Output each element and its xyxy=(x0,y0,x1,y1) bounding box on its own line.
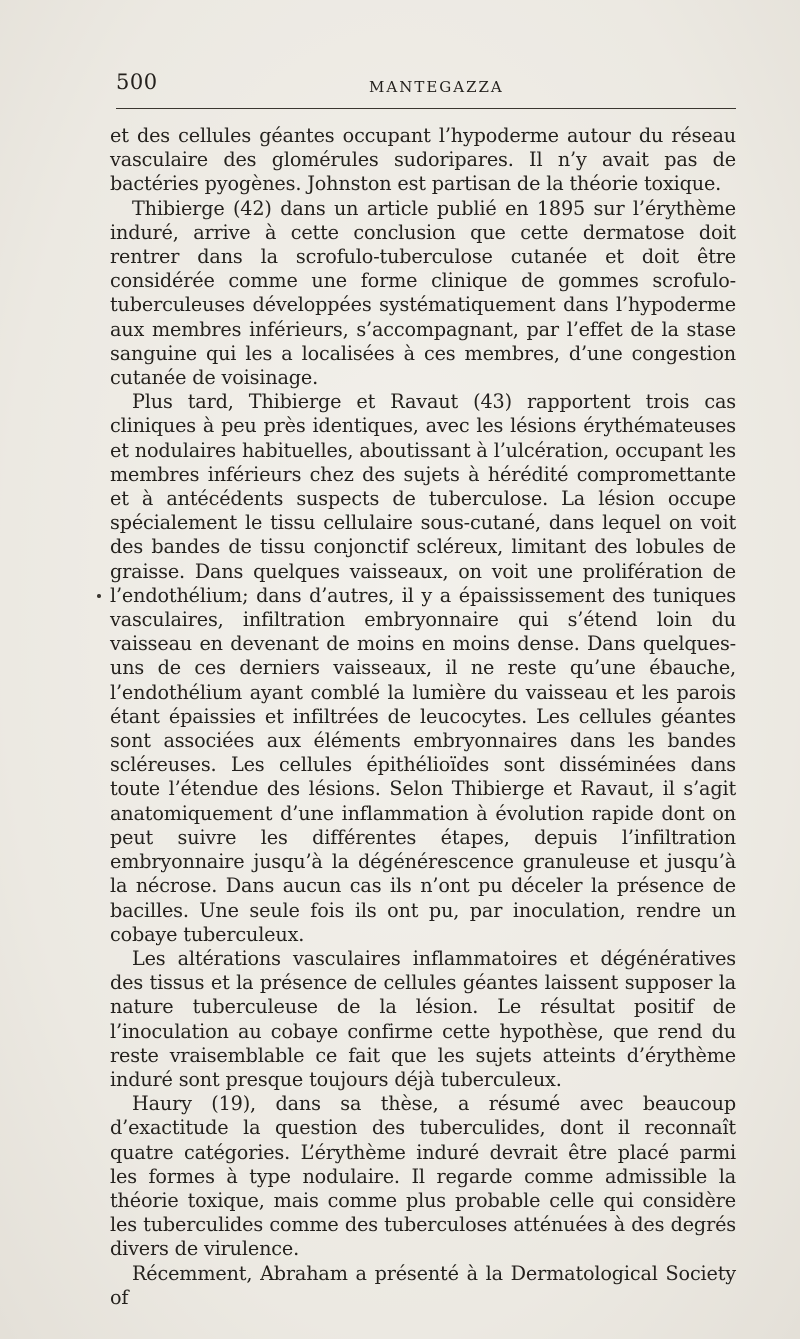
body-text xyxy=(110,124,736,1310)
paragraph: Les altérations vasculaires inflammatoires et dégénératives des tissus et la présence de cellules géantes laissent supposer la nature tuberculeuse de la lésion. Le résultat positif de l’inoculation au cobaye confirme cette hypothèse, que rend du reste vraisemblable ce fait que les sujets atteints d’érythème induré sont presque toujours déjà tuberculeux. xyxy=(110,946,736,1091)
paragraph: Plus tard, Thibierge et Ravaut (43) rapportent trois cas cliniques à peu près identiques, avec les lésions érythémateuses et nodulaires habituelles, aboutissant à l’ulcération, occupant les membres inférieurs chez des sujets à hérédité compromettante et à antécédents suspects de tuberculose. La lésion occupe spécialement le tissu cellulaire sous-cutané, dans lequel on voit des bandes de tissu conjonctif scléreux, limitant des lobules de graisse. Dans quelques vaisseaux, on voit une prolifération de l’endothélium; dans d’autres, il y a épaississement des tuniques vasculaires, infiltration embryonnaire qui s’étend loin du vaisseau en devenant de moins en moins dense. Dans quelques-uns de ces derniers vaisseaux, il ne reste qu’une ébauche, l’endothélium ayant comblé la lumière du vaisseau et les parois étant épaissies et infiltrées de leucocytes. Les cellules géantes sont associées aux éléments embryonnaires dans les bandes scléreuses. Les cellules épithélioïdes sont disséminées dans toute l’étendue des lésions. Selon Thibierge et Ravaut, il s’agit anatomiquement d’une inflammation à évolution rapide dont on peut suivre les différentes étapes, depuis l’infiltration embryonnaire jusqu’à la dégénérescence granuleuse et jusqu’à la nécrose. Dans aucun cas ils n’ont pu déceler la présence de bacilles. Une seule fois ils ont pu, par inoculation, rendre un cobaye tuberculeux. xyxy=(110,390,736,946)
running-title: MANTEGAZZA xyxy=(369,78,504,96)
header-rule xyxy=(116,108,736,109)
page-number: 500 xyxy=(116,70,158,94)
paragraph: Récemment, Abraham a présenté à la Dermatological Society of xyxy=(110,1261,736,1309)
paragraph: Haury (19), dans sa thèse, a résumé avec beaucoup d’exactitude la question des tuberculides, dont il reconnaît quatre catégories. L’érythème induré devrait être placé parmi les formes à type nodulaire. Il regarde comme admissible la théorie toxique, mais comme plus probable celle qui considère les tuberculides comme des tuberculoses atténuées à des degrés divers de virulence. xyxy=(110,1092,736,1261)
paragraph: Thibierge (42) dans un article publié en 1895 sur l’érythème induré, arrive à cette conclusion que cette dermatose doit rentrer dans la scrofulo-tuberculose cutanée et doit être considérée comme une forme clinique de gommes scrofulo-tuberculeuses développées systématiquement dans l’hypoderme aux membres inférieurs, s’accompagnant, par l’effet de la stase sanguine qui les a localisées à ces membres, d’une congestion cutanée de voisinage. xyxy=(110,196,736,390)
paragraph-continued: et des cellules géantes occupant l’hypoderme autour du réseau vasculaire des glomérules sudoripares. Il n’y avait pas de bactéries pyogènes. Johnston est partisan de la théorie toxique. xyxy=(110,124,736,196)
margin-mark xyxy=(97,594,101,598)
running-head xyxy=(116,70,736,102)
